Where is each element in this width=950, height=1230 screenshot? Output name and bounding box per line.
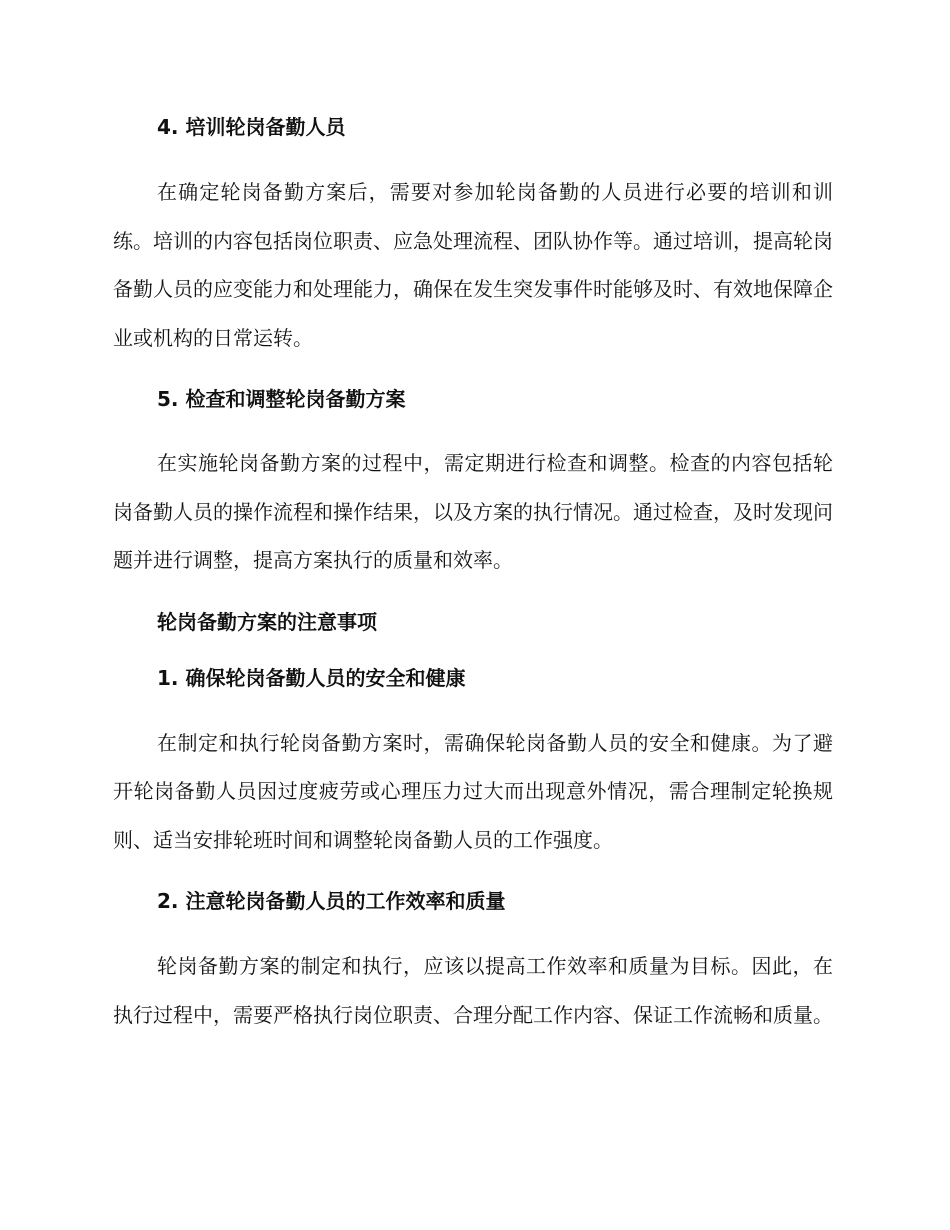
section-heading-5: 5. 检查和调整轮岗备勤方案: [157, 387, 406, 411]
note-heading-1: 1. 确保轮岗备勤人员的安全和健康: [157, 665, 466, 690]
note-paragraph-2: 轮岗备勤方案的制定和执行，应该以提高工作效率和质量为目标。因此，在执行过程中，需要严格执行岗位职责、合理分配工作内容、保证工作流畅和质量。: [113, 954, 833, 1027]
note-paragraph-1: 在制定和执行轮岗备勤方案时，需确保轮岗备勤人员的安全和健康。为了避开轮岗备勤人员因过度疲劳或心理压力过大而出现意外情况，需合理制定轮换规则、适当安排轮班时间和调整轮岗备勤人员的工作强度。: [113, 730, 833, 852]
section-paragraph-5: 在实施轮岗备勤方案的过程中，需定期进行检查和调整。检查的内容包括轮岗备勤人员的操作流程和操作结果，以及方案的执行情况。通过检查，及时发现问题并进行调整，提高方案执行的质量和效率。: [113, 451, 833, 572]
note-heading-2: 2. 注意轮岗备勤人员的工作效率和质量: [157, 889, 506, 913]
section-heading-4: 4. 培训轮岗备勤人员: [157, 115, 346, 139]
section-paragraph-4: 在确定轮岗备勤方案后，需要对参加轮岗备勤的人员进行必要的培训和训练。培训的内容包括岗位职责、应急处理流程、团队协作等。通过培训，提高轮岗备勤人员的应变能力和处理能力，确保在发生突发事件时能够及时、有效地保障企业或机构的日常运转。: [113, 180, 833, 350]
document-page: [113, 112, 833, 1059]
notes-title: 轮岗备勤方案的注意事项: [157, 609, 377, 634]
